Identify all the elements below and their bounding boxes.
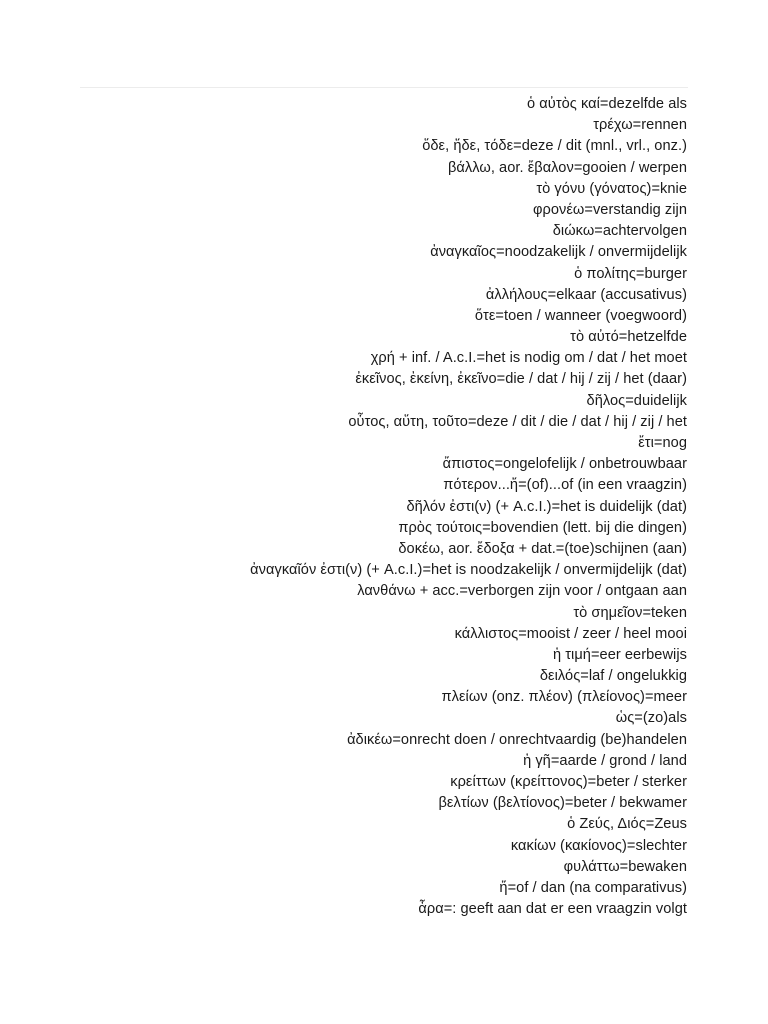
vocab-entry: ἔτι=nog xyxy=(638,435,687,451)
vocab-entry: ἀναγκαῖος=noodzakelijk / onvermijdelijk xyxy=(430,244,687,261)
vocab-entry: ὁ αὐτὸς καί=dezelfde als xyxy=(527,96,687,112)
vocab-entry: βελτίων (βελτίονος)=beter / bekwamer xyxy=(438,795,687,812)
vocab-entry: δῆλος=duidelijk xyxy=(586,392,687,409)
vocab-entry: τὸ γόνυ (γόνατος)=knie xyxy=(536,180,687,197)
vocab-entry: ἀδικέω=onrecht doen / onrechtvaardig (be)handelen xyxy=(347,731,687,748)
vocabulary-list xyxy=(250,94,687,920)
vocab-entry: ἀναγκαῖόν ἐστι(ν) (+ A.c.I.)=het is noodzakelijk / onvermijdelijk (dat) xyxy=(250,562,687,579)
vocab-entry: δῆλόν ἐστι(ν) (+ A.c.I.)=het is duidelijk (dat) xyxy=(406,498,687,515)
vocab-entry: τὸ σημεῖον=teken xyxy=(573,604,687,621)
vocab-entry: ἀλλήλους=elkaar (accusativus) xyxy=(485,286,687,303)
vocab-entry: βάλλω, aor. ἔβαλον=gooien / werpen xyxy=(447,159,687,176)
vocab-entry: διώκω=achtervolgen xyxy=(552,223,687,240)
vocab-entry: ἡ γῆ=aarde / grond / land xyxy=(523,752,687,769)
vocab-entry: τρέχω=rennen xyxy=(593,117,687,134)
page-divider xyxy=(80,87,688,88)
vocab-entry: πλείων (onz. πλέον) (πλείονος)=meer xyxy=(441,689,687,706)
vocab-entry: δοκέω, aor. ἔδοξα + dat.=(toe)schijnen (aan) xyxy=(398,540,687,557)
vocab-entry: ἆρα=: geeft aan dat er een vraagzin volgt xyxy=(418,901,687,918)
vocab-entry: φρονέω=verstandig zijn xyxy=(533,201,687,218)
vocab-entry: ἡ τιμή=eer eerbewijs xyxy=(552,646,687,663)
vocab-entry: ὅδε, ἥδε, τόδε=deze / dit (mnl., vrl., onz.) xyxy=(422,138,687,155)
vocab-entry: κάλλιστος=mooist / zeer / heel mooi xyxy=(454,625,687,642)
vocab-entry: τὸ αὐτό=hetzelfde xyxy=(570,329,687,346)
vocab-entry: λανθάνω + acc.=verborgen zijn voor / ontgaan aan xyxy=(357,583,687,600)
vocab-entry: πρὸς τούτοις=bovendien (lett. bij die dingen) xyxy=(398,519,687,536)
vocab-entry: ἤ=of / dan (na comparativus) xyxy=(499,879,687,896)
vocab-entry: ὅτε=toen / wanneer (voegwoord) xyxy=(474,307,687,324)
vocab-entry: δειλός=laf / ongelukkig xyxy=(539,668,687,685)
vocab-entry: κακίων (κακίονος)=slechter xyxy=(510,837,687,854)
vocab-entry: ἄπιστος=ongelofelijk / onbetrouwbaar xyxy=(442,456,687,473)
vocab-entry: ὁ πολίτης=burger xyxy=(574,265,687,282)
vocab-entry: οὗτος, αὕτη, τοῦτο=deze / dit / die / dat / hij / zij / het xyxy=(348,413,687,430)
vocab-entry: φυλάττω=bewaken xyxy=(563,858,687,875)
vocab-entry: χρή + inf. / A.c.I.=het is nodig om / dat / het moet xyxy=(370,350,687,367)
vocab-entry: ἐκεῖνος, ἐκείνη, ἐκεῖνο=die / dat / hij / zij / het (daar) xyxy=(355,371,687,388)
vocab-entry: κρείττων (κρείττονος)=beter / sterker xyxy=(450,774,687,790)
vocab-entry: πότερον...ἤ=(of)...of (in een vraagzin) xyxy=(443,477,687,494)
vocab-entry: ὁ Ζεύς, Διός=Zeus xyxy=(567,816,687,833)
vocab-entry: ὡς=(zo)als xyxy=(615,710,687,727)
